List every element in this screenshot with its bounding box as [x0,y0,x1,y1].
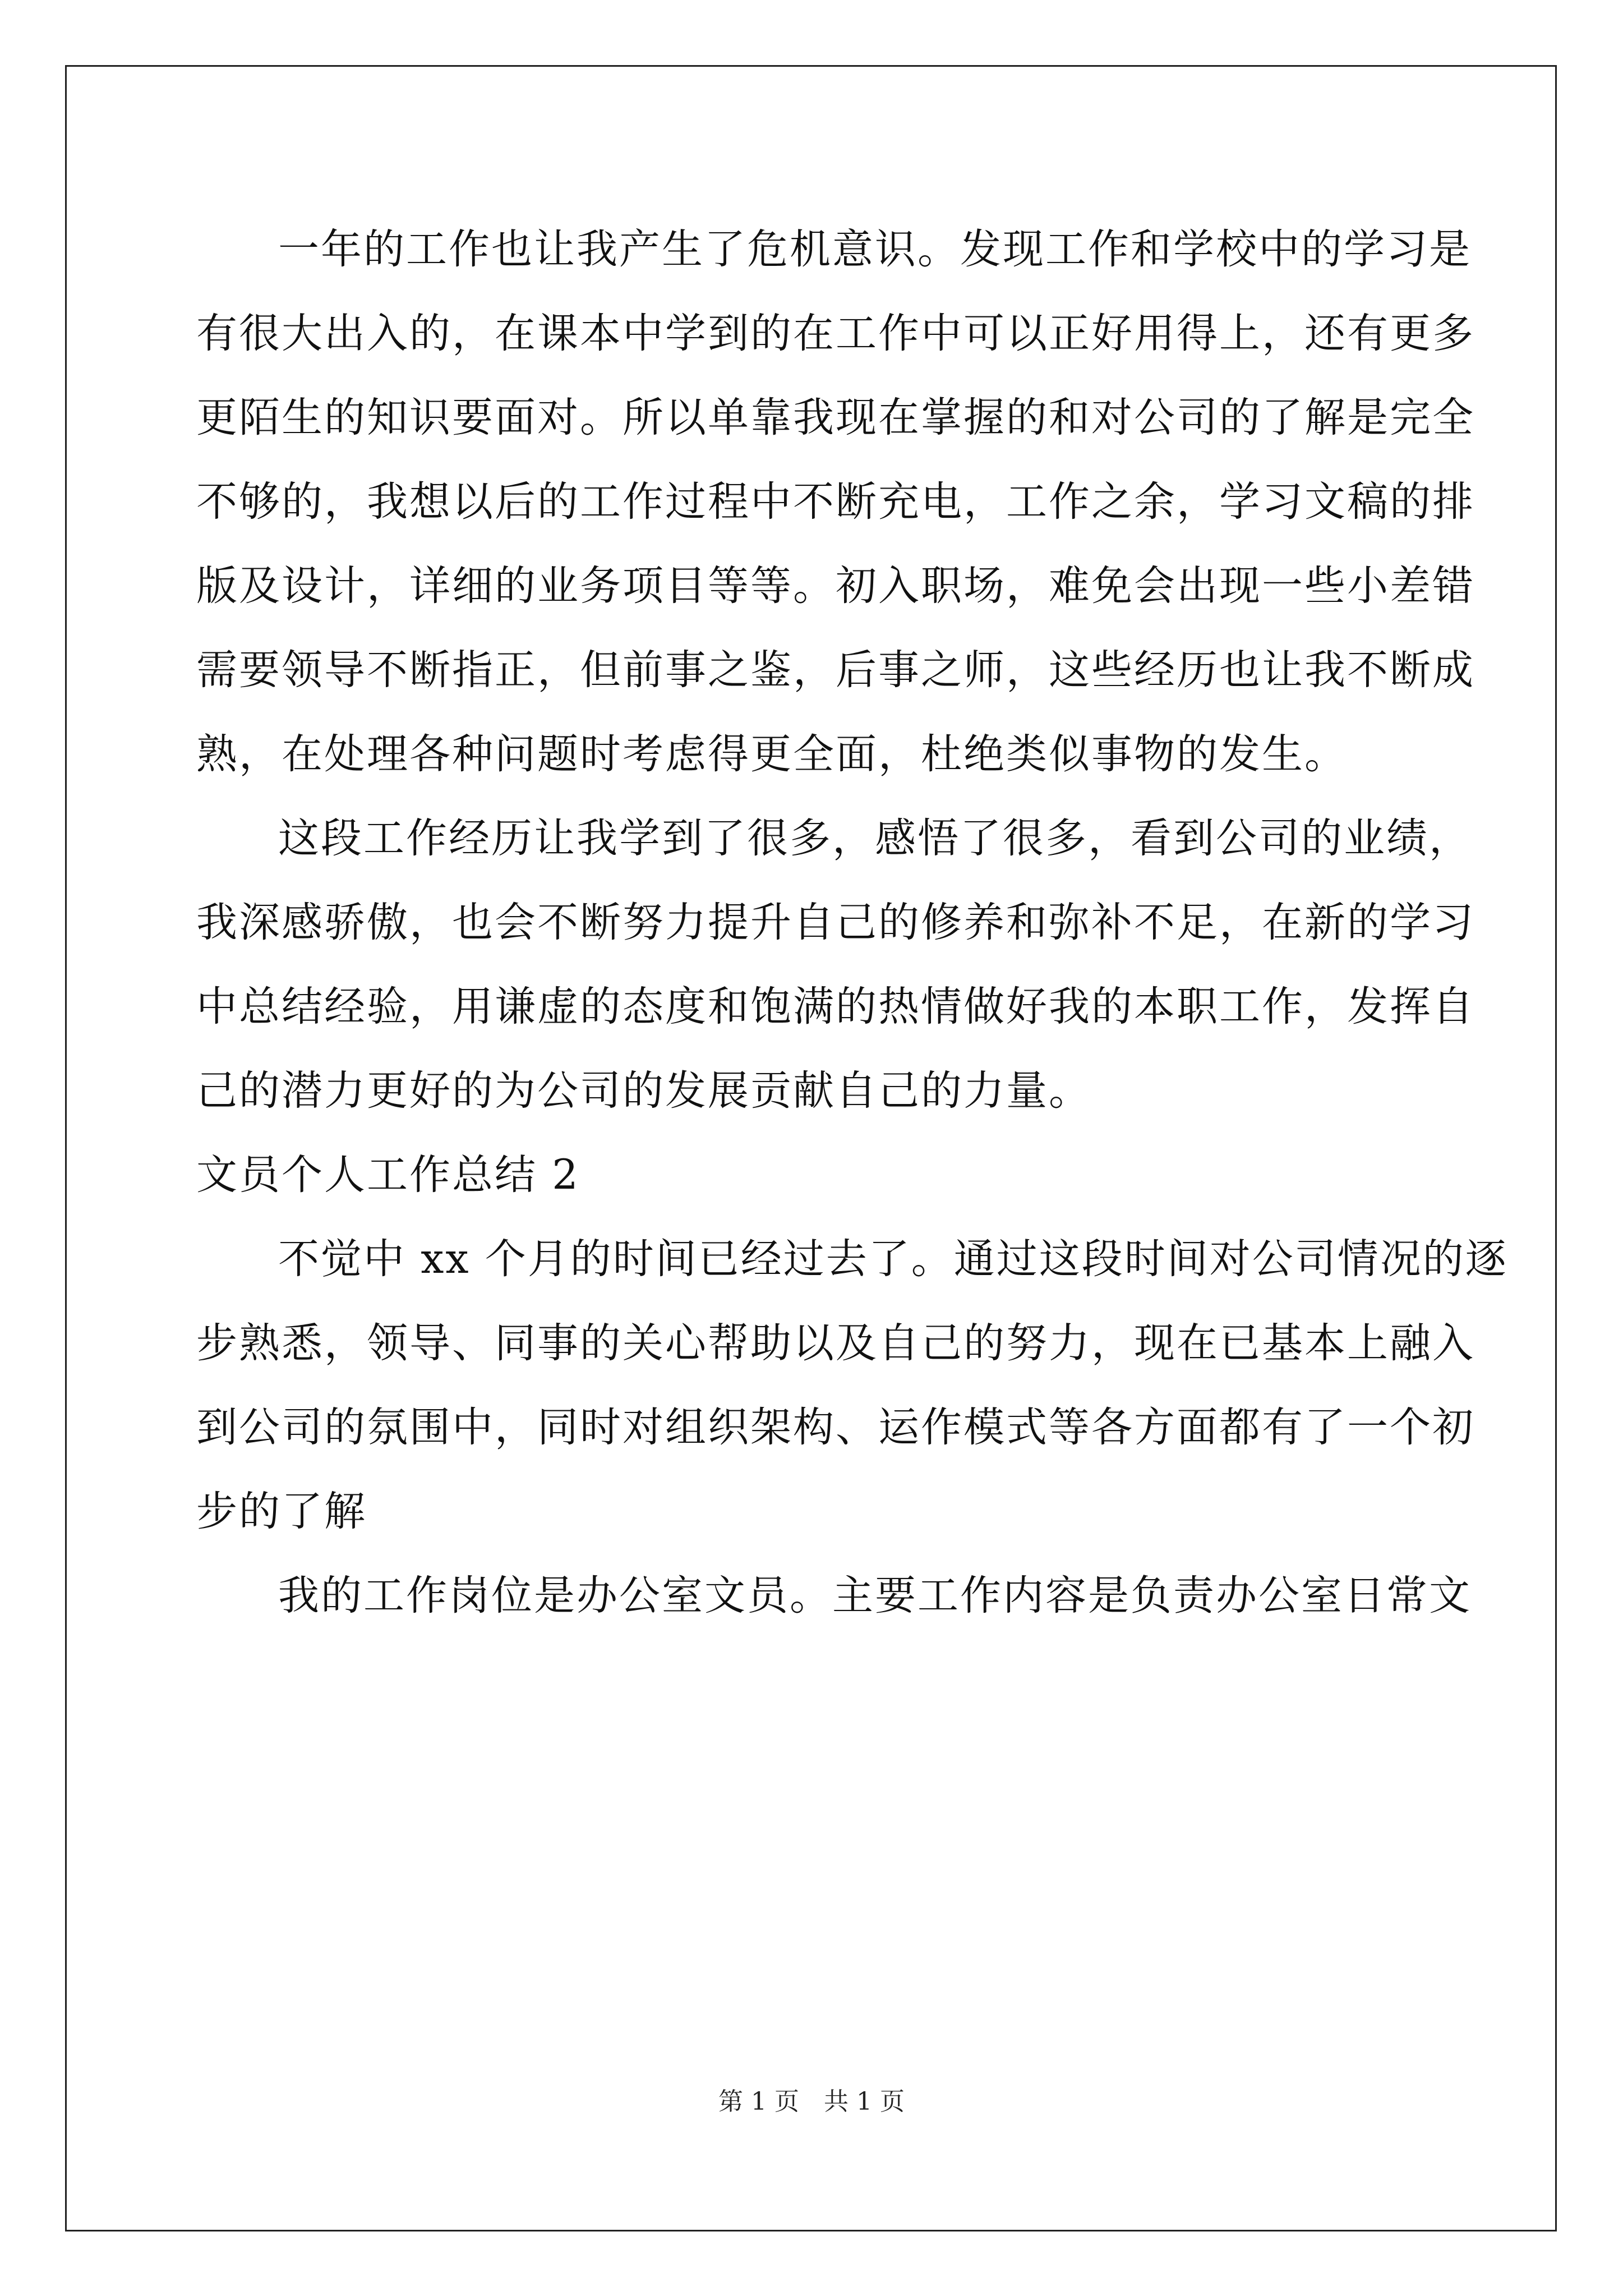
paragraph-line: 步的了解 [196,1488,367,1535]
paragraph-line: 更陌生的知识要面对。所以单靠我现在掌握的和对公司的了解是完全 [196,394,1475,441]
paragraph-line: 有很大出入的，在课本中学到的在工作中可以正好用得上，还有更多 [196,310,1475,357]
paragraph-line: 这段工作经历让我学到了很多，感悟了很多，看到公司的业绩， [278,815,1472,862]
paragraph-line: 中总结经验，用谦虚的态度和饱满的热情做好我的本职工作，发挥自 [196,983,1475,1030]
paragraph-line: 不觉中 xx 个月的时间已经过去了。通过这段时间对公司情况的逐 [278,1235,1508,1283]
paragraph-line: 步熟悉，领导、同事的关心帮助以及自己的努力，现在已基本上融入 [196,1319,1475,1367]
paragraph-3 [196,1217,1508,1554]
paragraph-line: 熟，在处理各种问题时考虑得更全面，杜绝类似事物的发生。 [196,730,1347,778]
paragraph-2 [196,797,1475,1133]
paragraph-line: 不够的，我想以后的工作过程中不断充电，工作之余，学习文稿的排 [196,478,1475,526]
paragraph-line: 版及设计，详细的业务项目等等。初入职场，难免会出现一些小差错 [196,562,1475,610]
document-body [196,208,1508,1638]
page-footer: 第 1 页 共 1 页 [718,2087,905,2116]
paragraph-line: 己的潜力更好的为公司的发展贡献自己的力量。 [196,1067,1091,1115]
paragraph-line: 到公司的氛围中，同时对组织架构、运作模式等各方面都有了一个初 [196,1404,1475,1451]
section-heading: 文员个人工作总结 2 [196,1151,580,1199]
paragraph-line: 我的工作岗位是办公室文员。主要工作内容是负责办公室日常文 [278,1572,1472,1619]
paragraph-line: 一年的工作也让我产生了危机意识。发现工作和学校中的学习是 [278,226,1472,273]
paragraph-line: 需要领导不断指正，但前事之鉴，后事之师，这些经历也让我不断成 [196,646,1475,694]
paragraph-4 [196,1554,1472,1638]
paragraph-1 [196,208,1475,797]
paragraph-line: 我深感骄傲，也会不断努力提升自己的修养和弥补不足，在新的学习 [196,899,1475,946]
